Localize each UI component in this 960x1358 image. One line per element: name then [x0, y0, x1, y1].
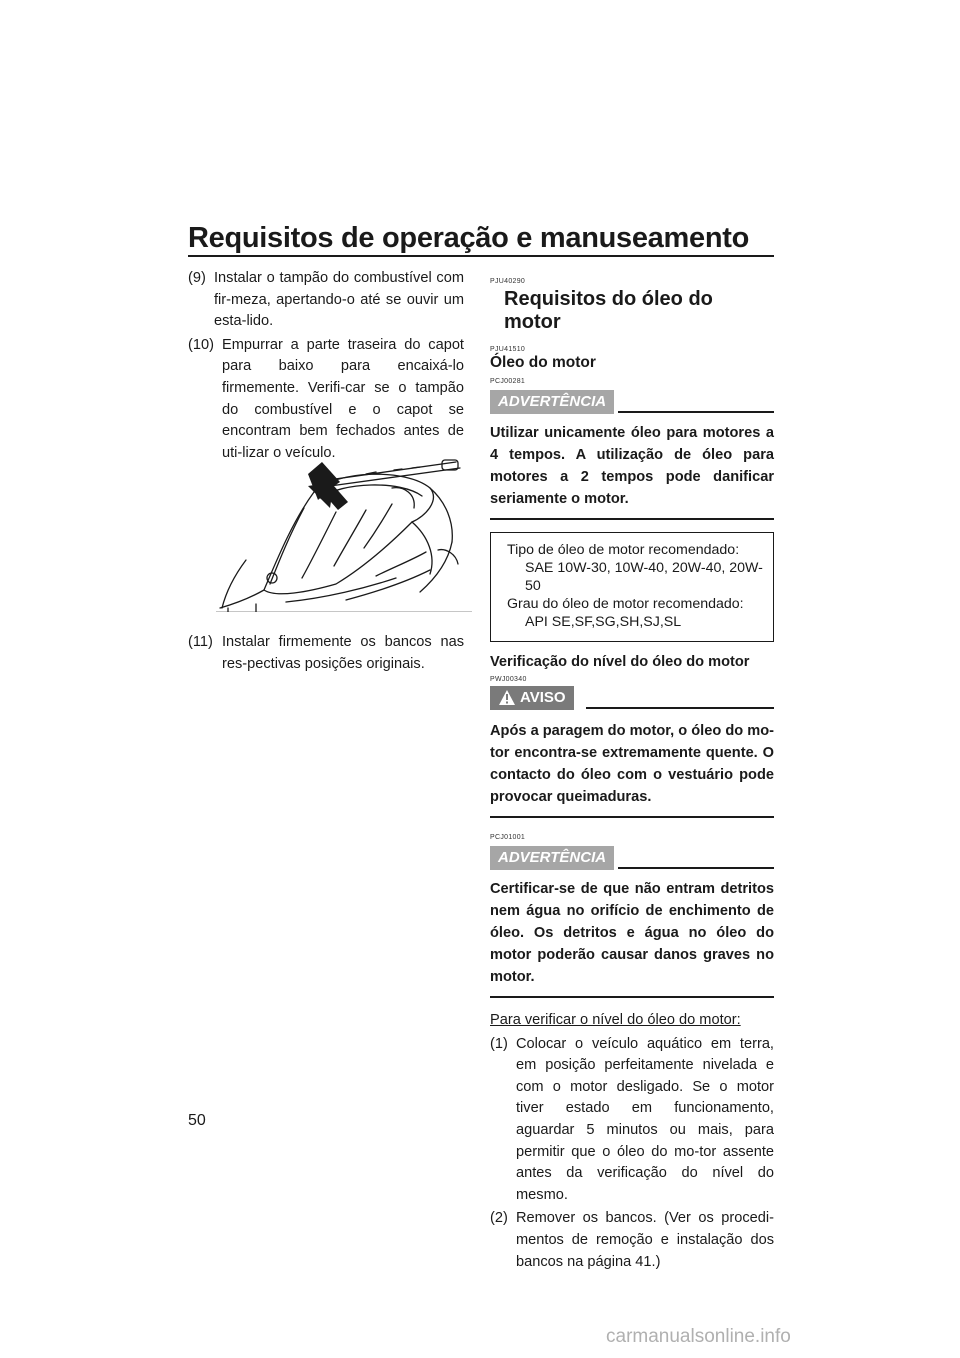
- procedure-step-1-number: (1): [490, 1035, 508, 1052]
- procedure-step-1: [490, 1034, 774, 1207]
- warning-rule: [618, 867, 774, 869]
- warning-end-rule: [490, 518, 774, 520]
- subsection-title: Óleo do motor: [490, 354, 596, 371]
- caution-badge: [490, 686, 574, 710]
- procedure-step-1-text: Colocar o veículo aquático em terra, em posição perfeitamente nivelada e com o motor desligado. Se o motor tiver estado em funcionamento, aguardar 5 minutos ou mais, para permitir que o óleo do mo-tor assente antes da verificação do nível do mesmo.: [516, 1035, 774, 1203]
- jet-ski-illustration: [216, 452, 472, 612]
- step-11-number: (11): [188, 634, 213, 650]
- warning-end-rule: [490, 996, 774, 998]
- caution-header: [490, 686, 774, 712]
- spec-line-oil-type: Tipo de óleo de motor recomendado:: [507, 542, 740, 558]
- procedure-step-2-text: Remover os bancos. (Ver os procedi-mentos de remoção e instalação dos bancos na página 41.): [516, 1210, 774, 1270]
- warning-text: Utilizar unicamente óleo para motores a 4 tempos. A utilização de óleo para motores a 2 tempos pode danificar seriamente o motor.: [490, 425, 774, 507]
- procedure-steps: [490, 1034, 774, 1274]
- ref-code: PWJ00340: [490, 676, 527, 683]
- ref-code: PCJ00281: [490, 378, 526, 385]
- check-heading: Verificação do nível do óleo do motor: [490, 654, 750, 670]
- procedure-step-2-number: (2): [490, 1210, 508, 1227]
- step-10-text: Empurrar a parte traseira do capot para baixo para encaixá-lo firmemente. Verifi-car se o tampão do combustível e o capot se encontram bem fechados antes de uti-lizar o veículo.: [222, 336, 464, 461]
- step-10-number: (10): [188, 336, 214, 353]
- caution-rule: [586, 707, 774, 709]
- warning-text: Certificar-se de que não entram detritos nem água no orifício de enchimento de óleo. Os detritos e água no óleo do motor poderão causar danos graves no motor.: [490, 881, 774, 985]
- caution-label: AVISO: [520, 689, 566, 706]
- step-9-number: (9): [188, 270, 206, 286]
- section-title: Requisitos do óleo do motor: [504, 288, 713, 333]
- step-10: [188, 335, 464, 465]
- warning-header: [490, 846, 774, 872]
- page-title: Requisitos de operação e manuseamento: [188, 222, 750, 254]
- warning-triangle-icon: [498, 689, 516, 706]
- ref-code: PCJ01001: [490, 834, 526, 841]
- caution-end-rule: [490, 816, 774, 818]
- procedure-step-2: [490, 1208, 774, 1273]
- step-11-text: Instalar firmemente os bancos nas res-pectivas posições originais.: [222, 634, 464, 672]
- left-column-lower: [188, 632, 464, 675]
- spec-line-api: API SE,SF,SG,SH,SJ,SL: [525, 614, 682, 630]
- ref-code: PJU41510: [490, 346, 526, 353]
- caution-text: Após a paragem do motor, o óleo do mo-tor encontra-se extremamente quente. O contacto do óleo com o vestuário pode provocar queimaduras.: [490, 723, 774, 805]
- step-11: [188, 632, 464, 675]
- arrow-icon: [308, 462, 348, 510]
- title-rule: [188, 255, 774, 257]
- spec-line-viscosity: SAE 10W-30, 10W-40, 20W-40, 20W-50: [525, 560, 763, 594]
- step-9-text: Instalar o tampão do combustível com fir-meza, apertando-o até se ouvir um esta-lido.: [214, 270, 464, 330]
- warning-header: [490, 390, 774, 416]
- page-number: 50: [188, 1112, 206, 1129]
- right-column: [490, 278, 774, 1273]
- left-column: [188, 268, 464, 464]
- warning-rule: [618, 411, 774, 413]
- watermark: carmanualsonline.info: [606, 1326, 791, 1347]
- warning-badge: ADVERTÊNCIA: [490, 846, 614, 870]
- procedure-heading: Para verificar o nível do óleo do motor:: [490, 1012, 741, 1028]
- ref-code: PJU40290: [490, 278, 526, 285]
- spec-box: [490, 532, 774, 642]
- warning-badge: ADVERTÊNCIA: [490, 390, 614, 414]
- spec-line-oil-grade: Grau do óleo de motor recomendado:: [507, 596, 744, 612]
- step-9: [188, 268, 464, 333]
